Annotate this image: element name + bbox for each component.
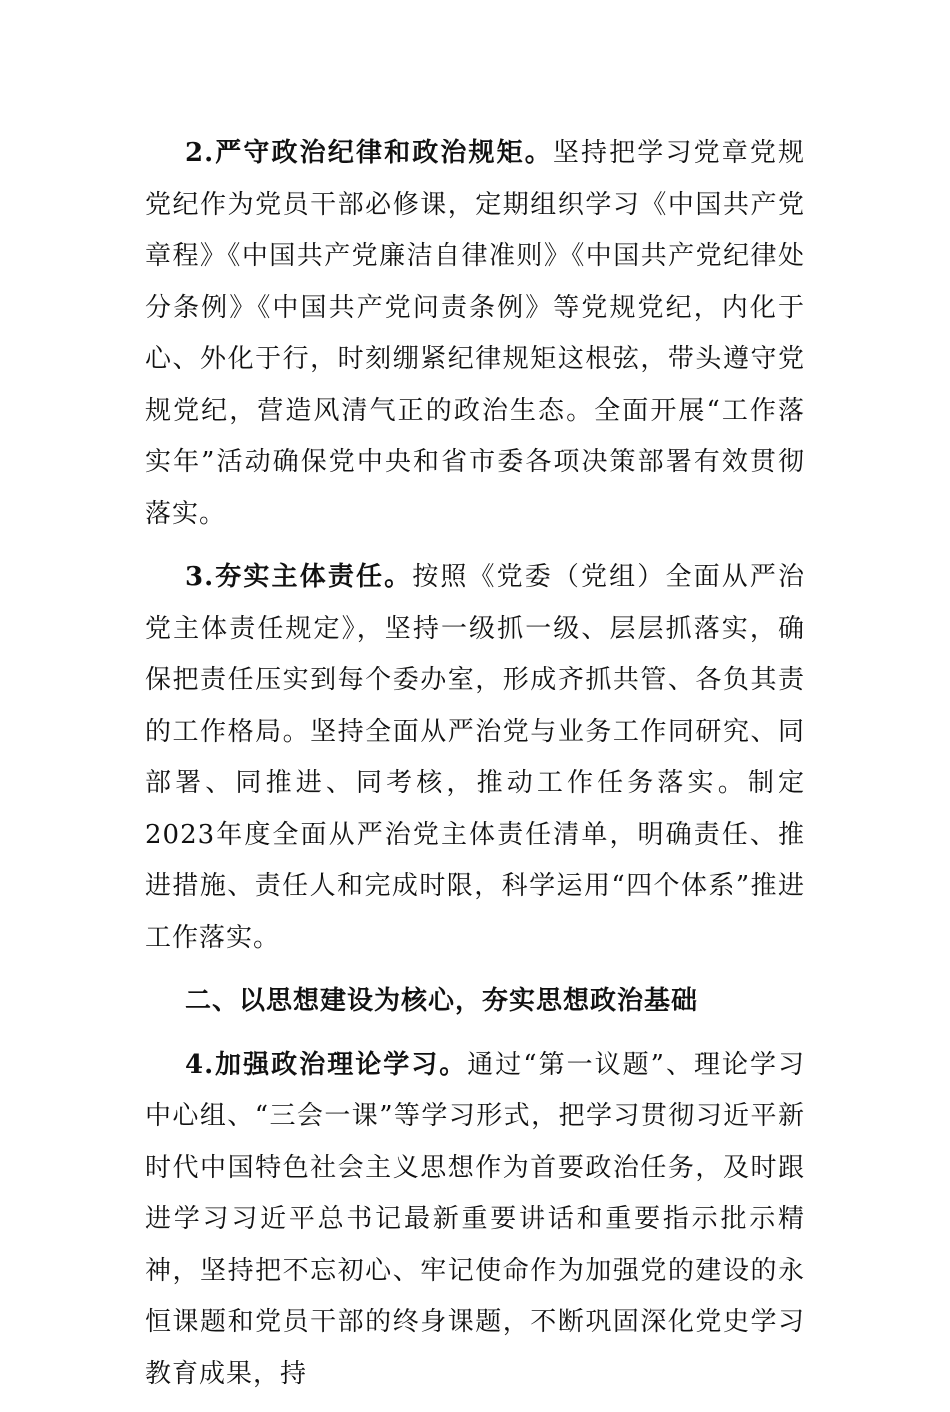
paragraph-4-body: 通过“第一议题”、理论学习中心组、“三会一课”等学习形式，把学习贯彻习近平新时代中国特色社会主义思想作为首要政治任务，及时跟进学习习近平总书记最新重要讲话和重要指示批示精神，坚持把不忘初心、牢记使命作为加强党的建设的永恒课题和党员干部的终身课题，不断巩固深化党史学习教育成果，持 <box>145 1049 805 1389</box>
paragraph-2 <box>145 128 805 540</box>
paragraph-2-lead: 2.严守政治纪律和政治规矩。 <box>185 138 553 168</box>
section-heading: 二、以思想建设为核心，夯实思想政治基础 <box>185 986 699 1016</box>
paragraph-4 <box>145 1040 805 1401</box>
paragraph-2-body: 坚持把学习党章党规党纪作为党员干部必修课，定期组织学习《中国共产党章程》《中国共产党廉洁自律准则》《中国共产党纪律处分条例》《中国共产党问责条例》等党规党纪，内化于心、外化于行，时刻绷紧纪律规矩这根弦，带头遵守党规党纪，营造风清气正的政治生态。全面开展“工作落实年”活动确保党中央和省市委各项决策部署有效贯彻落实。 <box>145 138 805 529</box>
paragraph-3-lead: 3.夯实主体责任。 <box>185 562 413 592</box>
paragraph-3-body: 按照《党委（党组）全面从严治党主体责任规定》，坚持一级抓一级、层层抓落实，确保把责任压实到每个委办室，形成齐抓共管、各负其责的工作格局。坚持全面从严治党与业务工作同研究、同部署、同推进、同考核，推动工作任务落实。制定2023年度全面从严治党主体责任清单，明确责任、推进措施、责任人和完成时限，科学运用“四个体系”推进工作落实。 <box>145 562 805 953</box>
paragraph-4-lead: 4.加强政治理论学习。 <box>185 1049 468 1080</box>
document-body <box>145 128 805 1412</box>
paragraph-3 <box>145 552 805 964</box>
